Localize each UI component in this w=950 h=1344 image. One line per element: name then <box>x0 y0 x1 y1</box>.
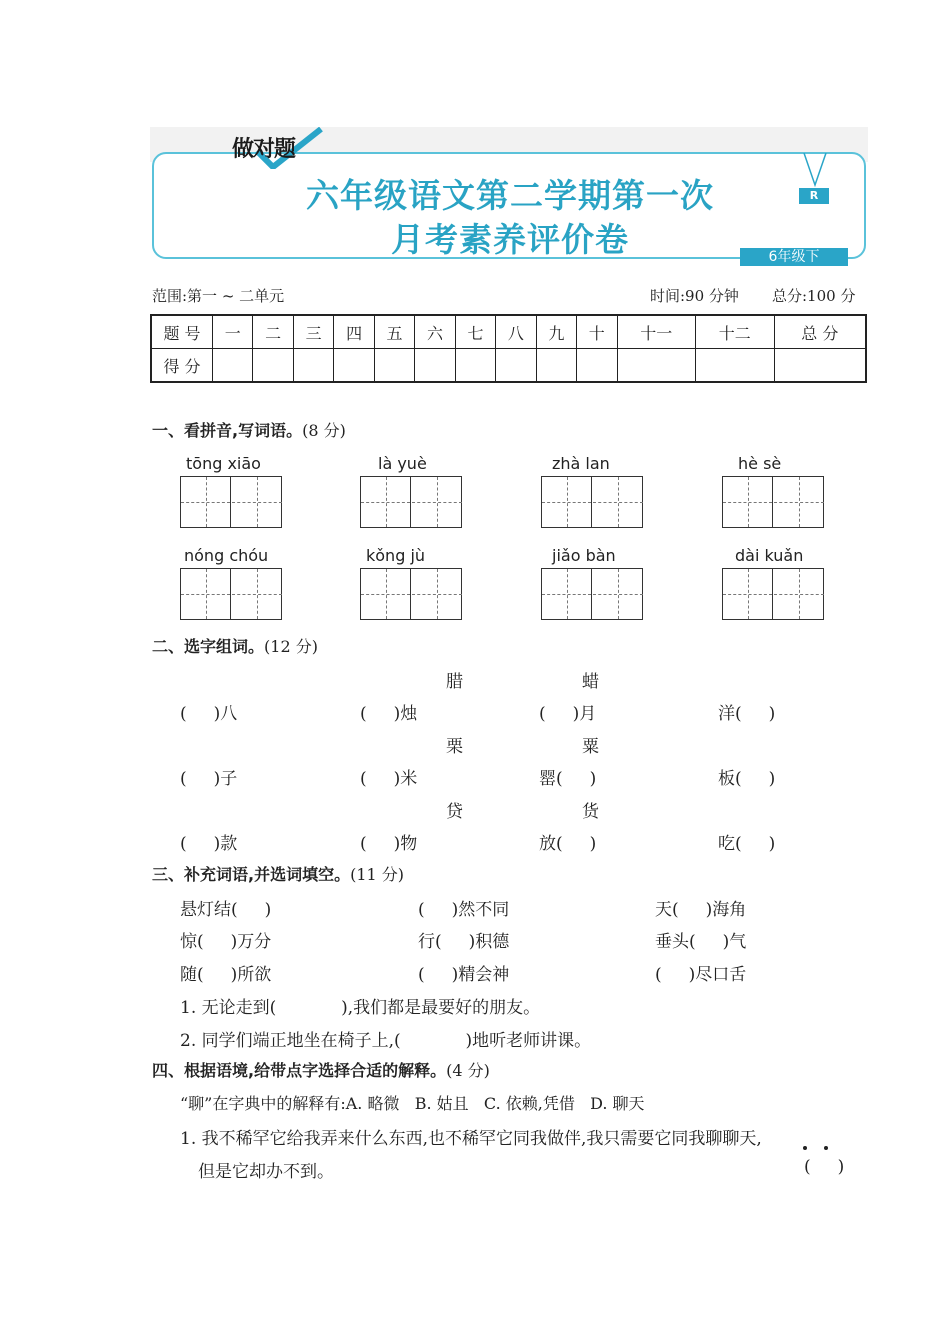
idiom-item[interactable]: 随( )所欲 <box>180 965 272 985</box>
table-cell: 四 <box>334 315 374 349</box>
score-input-cell[interactable] <box>617 349 696 383</box>
pinyin-label: là yuè <box>378 454 427 473</box>
choice-char: 货 <box>582 802 599 822</box>
writing-grid[interactable] <box>360 568 462 620</box>
writing-grid[interactable] <box>180 568 282 620</box>
score-input-cell[interactable] <box>577 349 617 383</box>
fill-item[interactable]: ( )米 <box>360 769 418 789</box>
score-input-cell[interactable] <box>374 349 414 383</box>
idiom-item[interactable]: ( )尽口舌 <box>655 965 747 985</box>
section1-title: 一、看拼音,写词语。 <box>152 421 303 440</box>
section3-title: 三、补充词语,并选词填空。 <box>152 865 351 884</box>
edition-badge: R <box>799 188 829 204</box>
fill-sentence[interactable]: 1. 无论走到( ),我们都是最要好的朋友。 <box>180 998 541 1018</box>
table-cell: 十 <box>577 315 617 349</box>
writing-grid[interactable] <box>722 568 824 620</box>
brand-logo: 做对题 <box>232 137 296 162</box>
section3-points: (11 分) <box>350 865 405 884</box>
table-cell: 十一 <box>617 315 696 349</box>
fill-item[interactable]: 吃( ) <box>718 834 776 854</box>
writing-grid[interactable] <box>541 568 643 620</box>
pinyin-label: zhà lan <box>552 454 610 473</box>
exam-time: 时间:90 分钟 <box>650 287 739 305</box>
table-cell: 二 <box>253 315 293 349</box>
choice-char: 贷 <box>446 802 463 822</box>
table-cell-label: 题 号 <box>151 315 213 349</box>
score-table <box>150 314 867 383</box>
writing-grid[interactable] <box>360 476 462 528</box>
fill-item[interactable]: ( )物 <box>360 834 418 854</box>
idiom-item[interactable]: 天( )海角 <box>655 900 747 920</box>
writing-grid[interactable] <box>722 476 824 528</box>
tag-string-icon <box>800 153 830 189</box>
score-input-cell[interactable] <box>696 349 775 383</box>
score-input-cell[interactable] <box>536 349 576 383</box>
choice-char: 粟 <box>582 737 599 757</box>
score-input-cell[interactable] <box>496 349 536 383</box>
section2-title: 二、选字组词。 <box>152 637 265 656</box>
table-cell: 三 <box>293 315 333 349</box>
pinyin-label: jiǎo bàn <box>552 546 616 565</box>
fill-item[interactable]: ( )八 <box>180 704 238 724</box>
fill-item[interactable]: ( )月 <box>539 704 597 724</box>
idiom-item[interactable]: ( )精会神 <box>418 965 510 985</box>
pinyin-label: nóng chóu <box>184 546 269 565</box>
table-cell: 十二 <box>696 315 775 349</box>
fill-sentence[interactable]: 2. 同学们端正地坐在椅子上,( )地听老师讲课。 <box>180 1031 592 1051</box>
exam-total: 总分:100 分 <box>772 287 856 305</box>
section1-points: (8 分) <box>302 421 346 440</box>
score-input-cell[interactable] <box>253 349 293 383</box>
fill-item[interactable]: ( )烛 <box>360 704 418 724</box>
table-cell: 九 <box>536 315 576 349</box>
page-title-line1: 六年级语文第二学期第一次 <box>306 176 714 215</box>
page-title-line2: 月考素养评价卷 <box>391 220 629 259</box>
score-input-cell[interactable] <box>455 349 495 383</box>
grade-tag: 6年级下 <box>740 248 848 266</box>
score-input-cell[interactable] <box>415 349 455 383</box>
idiom-item[interactable]: 惊( )万分 <box>180 932 272 952</box>
score-input-cell[interactable] <box>293 349 333 383</box>
question-text: 1. 我不稀罕它给我弄来什么东西,也不稀罕它同我做伴,我只需要它同我聊聊天, <box>180 1129 762 1149</box>
section2-heading <box>152 634 318 657</box>
fill-item[interactable]: ( )子 <box>180 769 238 789</box>
emphasis-dot <box>824 1146 828 1150</box>
writing-grid[interactable] <box>541 476 643 528</box>
emphasis-dot <box>803 1146 807 1150</box>
question-text: 但是它却办不到。 <box>198 1162 334 1182</box>
idiom-item[interactable]: 垂头( )气 <box>655 932 747 952</box>
pinyin-label: tōng xiāo <box>186 454 261 473</box>
pinyin-label: kǒng jù <box>366 546 426 565</box>
choice-char: 腊 <box>446 672 463 692</box>
pinyin-label: dài kuǎn <box>735 546 804 565</box>
score-input-cell[interactable] <box>774 349 866 383</box>
fill-item[interactable]: 板( ) <box>718 769 776 789</box>
section2-points: (12 分) <box>264 637 318 656</box>
idiom-item[interactable]: ( )然不同 <box>418 900 510 920</box>
pinyin-label: hè sè <box>738 454 782 473</box>
score-input-cell[interactable] <box>334 349 374 383</box>
writing-grid[interactable] <box>180 476 282 528</box>
exam-scope: 范围:第一 ~ 二单元 <box>152 287 285 305</box>
table-cell-label: 得 分 <box>151 349 213 383</box>
score-input-cell[interactable] <box>213 349 253 383</box>
section1-heading <box>152 418 346 441</box>
table-cell: 一 <box>213 315 253 349</box>
fill-item[interactable]: 洋( ) <box>718 704 776 724</box>
section4-heading <box>152 1058 490 1081</box>
answer-blank[interactable]: ( ) <box>804 1157 845 1177</box>
fill-item[interactable]: 放( ) <box>539 834 597 854</box>
choice-char: 蜡 <box>582 672 599 692</box>
fill-item[interactable]: 罂( ) <box>539 769 597 789</box>
table-row-headers <box>151 315 866 349</box>
idiom-item[interactable]: 行( )积德 <box>418 932 510 952</box>
section4-title: 四、根据语境,给带点字选择合适的解释。 <box>152 1061 447 1080</box>
fill-item[interactable]: ( )款 <box>180 834 238 854</box>
definition-list: “聊”在字典中的解释有:A. 略微 B. 姑且 C. 依赖,凭借 D. 聊天 <box>180 1094 645 1113</box>
section4-points: (4 分) <box>446 1061 490 1080</box>
idiom-item[interactable]: 悬灯结( ) <box>180 900 272 920</box>
table-cell: 总 分 <box>774 315 866 349</box>
table-cell: 八 <box>496 315 536 349</box>
table-row-scores <box>151 349 866 383</box>
table-cell: 五 <box>374 315 414 349</box>
section3-heading <box>152 862 404 885</box>
table-cell: 六 <box>415 315 455 349</box>
choice-char: 栗 <box>446 737 463 757</box>
table-cell: 七 <box>455 315 495 349</box>
